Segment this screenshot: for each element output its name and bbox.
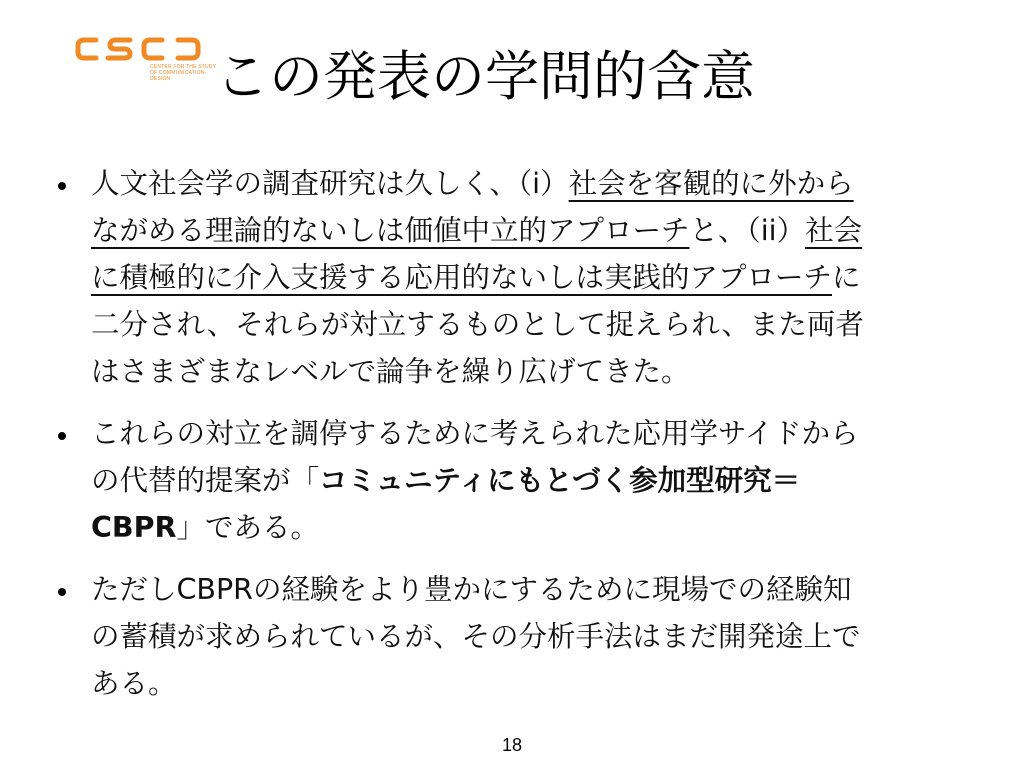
text-line bbox=[91, 410, 1008, 457]
text-line bbox=[91, 301, 1008, 348]
text-segment: 人文社会学の調査研究は久しく、（i） bbox=[91, 167, 569, 200]
bold-text: コミュニティにもとづく参加型研究＝ bbox=[319, 464, 801, 497]
text-segment: ただしCBPRの経験をより豊かにするために現場での経験知 bbox=[91, 573, 852, 606]
bullet-dot bbox=[58, 432, 66, 440]
text-segment: の蓄積が求められているが、その分析手法はまだ開発途上で bbox=[91, 620, 861, 653]
text-line bbox=[91, 348, 1008, 395]
text-line bbox=[91, 254, 1008, 301]
text-segment: 二分され、それらが対立するものとして捉えられ、また両者 bbox=[91, 308, 864, 341]
text-line bbox=[91, 160, 1008, 207]
bullet-item bbox=[58, 160, 1008, 395]
text-line bbox=[91, 207, 1008, 254]
bold-text: CBPR bbox=[91, 511, 177, 544]
underlined-text: 社会 bbox=[805, 214, 863, 247]
text-line bbox=[91, 613, 1008, 660]
bullet-dot bbox=[58, 182, 66, 190]
page-number: 18 bbox=[501, 735, 523, 755]
underlined-text: に積極的に介入支援する応用的ないしは実践的アプローチ bbox=[91, 261, 833, 294]
text-segment: これらの対立を調停するために考えられた応用学サイドから bbox=[91, 417, 859, 450]
text-segment: に bbox=[832, 261, 861, 294]
text-segment: の代替的提案が「 bbox=[91, 464, 320, 497]
text-segment: と、（ii） bbox=[689, 214, 806, 247]
underlined-text: 社会を客観的に外から bbox=[568, 167, 854, 200]
bullet-dot bbox=[58, 588, 66, 596]
text-segment: ある。 bbox=[91, 667, 177, 700]
text-line bbox=[91, 660, 1008, 707]
logo-caption: CENTER FOR THE STUDY OF COMMUNICATION-DESIGN bbox=[150, 64, 217, 82]
text-line bbox=[91, 457, 1008, 504]
bullet-list bbox=[58, 160, 1008, 722]
bullet-item bbox=[58, 566, 1008, 707]
bullet-item bbox=[58, 410, 1008, 551]
page-title: この発表の学問的含意 bbox=[215, 45, 755, 108]
text-line bbox=[91, 566, 1008, 613]
text-line bbox=[91, 504, 1008, 551]
text-segment: 」である。 bbox=[176, 511, 319, 544]
underlined-text: ながめる理論的ないしは価値中立的アプローチ bbox=[91, 214, 690, 247]
text-segment: はさまざまなレベルで論争を繰り広げてきた。 bbox=[91, 355, 690, 388]
